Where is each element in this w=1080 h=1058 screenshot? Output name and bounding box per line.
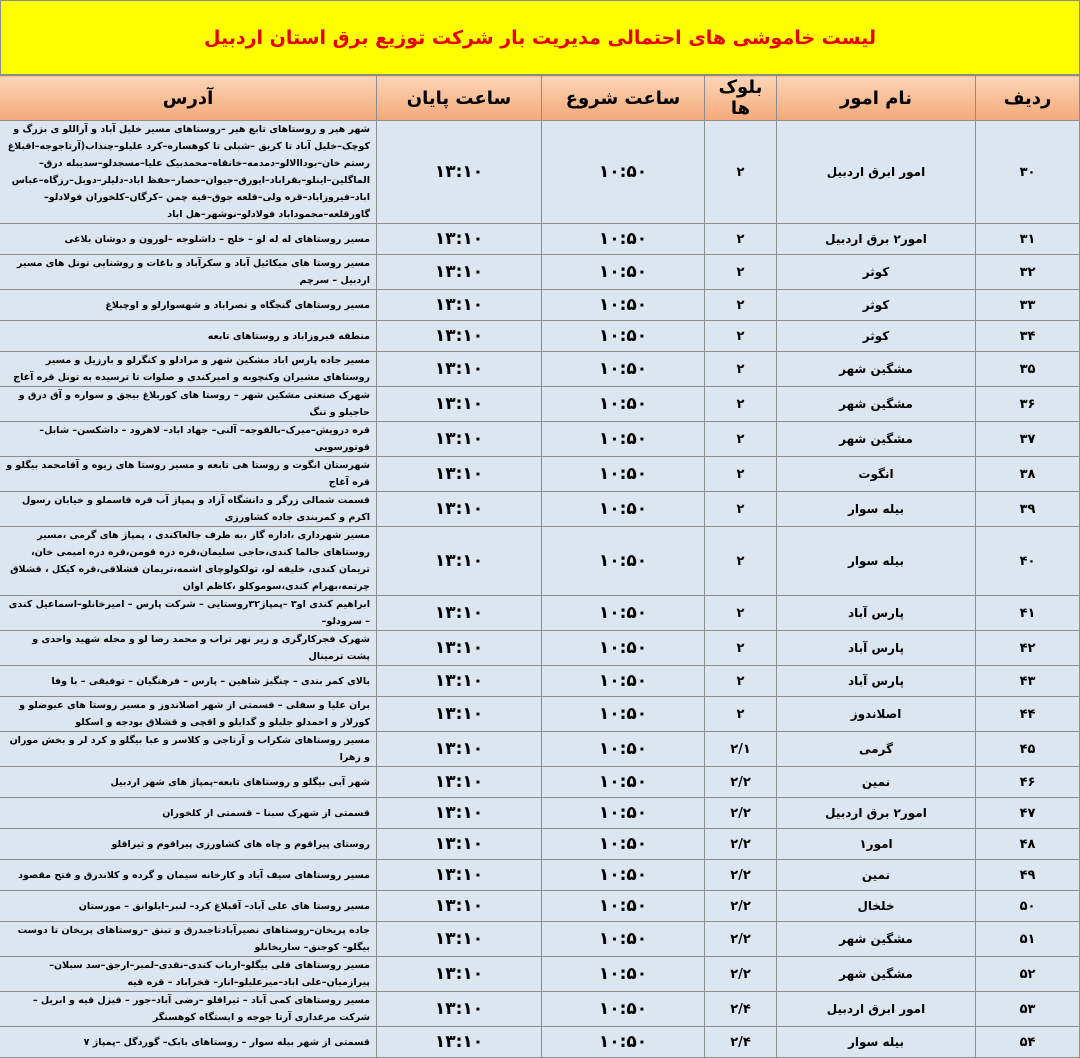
block-cell: ۲/۲: [705, 767, 777, 798]
header-end: ساعت پایان: [377, 76, 542, 121]
row-number-cell: ۴۴: [976, 697, 1080, 732]
row-number-cell: ۵۰: [976, 891, 1080, 922]
block-cell: ۲: [705, 290, 777, 321]
start-time-cell: ۱۰:۵۰: [542, 992, 705, 1027]
start-time-cell: ۱۰:۵۰: [542, 457, 705, 492]
table-row: [0, 224, 1080, 255]
name-cell: امور ابرق اردبیل: [777, 121, 976, 224]
table-row: [0, 422, 1080, 457]
address-cell: شهرک فجرکارگری و زیر نهر تراب و محمد رضا لو و محله شهید واحدی و پشت ترمینال: [0, 631, 377, 666]
end-time-cell: ۱۳:۱۰: [377, 457, 542, 492]
row-number-cell: ۴۱: [976, 596, 1080, 631]
name-cell: کوثر: [777, 255, 976, 290]
start-time-cell: ۱۰:۵۰: [542, 422, 705, 457]
name-cell: پارس آباد: [777, 631, 976, 666]
address-cell: مسیر روستاهای قلی بیگلو–ارباب کندی–نقدی–لمبر–ارجق–سد سبلان–پیرازمیان–علی اباد–میرعلیلو–انار– فخراباد – قره قیه: [0, 957, 377, 992]
end-time-cell: ۱۳:۱۰: [377, 321, 542, 352]
table-row: [0, 1027, 1080, 1058]
block-cell: ۲: [705, 631, 777, 666]
address-cell: شهرستان انگوت و روستا هی تابعه و مسیر روستا های زیوه و آقامحمد بیگلو و قره آغاج: [0, 457, 377, 492]
end-time-cell: ۱۳:۱۰: [377, 891, 542, 922]
name-cell: کوثر: [777, 321, 976, 352]
name-cell: مشگین شهر: [777, 422, 976, 457]
row-number-cell: ۵۱: [976, 922, 1080, 957]
name-cell: خلخال: [777, 891, 976, 922]
address-cell: شهرک صنعتی مشکین شهر – روستا های کوربلاغ بیجق و سواره و آق درق و حاجیلو و تنگ: [0, 387, 377, 422]
block-cell: ۲/۱: [705, 732, 777, 767]
header-name: نام امور: [777, 76, 976, 121]
row-number-cell: ۴۵: [976, 732, 1080, 767]
block-cell: ۲: [705, 224, 777, 255]
name-cell: مشگین شهر: [777, 352, 976, 387]
address-cell: مسیر شهرداری ،اداره گاز ،به طرف جالعاکندی ، پمپاژ های گرمی ،مسیر روستاهای جالما کندی،حاجی سلیمان،قره دره قومن،قره دره امیمی خان، تریمان کندی، خلیفه لو، تولکولوچای اشمه،تریمان قشلاقی،قره کیکل ، قشلاق چرتمه،بهرام کندی،سومو‌کلو ،کاظم اوان: [0, 527, 377, 596]
row-number-cell: ۳۰: [976, 121, 1080, 224]
table-row: [0, 829, 1080, 860]
row-number-cell: ۳۸: [976, 457, 1080, 492]
row-number-cell: ۵۲: [976, 957, 1080, 992]
start-time-cell: ۱۰:۵۰: [542, 387, 705, 422]
end-time-cell: ۱۳:۱۰: [377, 224, 542, 255]
end-time-cell: ۱۳:۱۰: [377, 596, 542, 631]
block-cell: ۲/۴: [705, 992, 777, 1027]
table-row: [0, 992, 1080, 1027]
table-row: [0, 596, 1080, 631]
name-cell: بیله سوار: [777, 527, 976, 596]
address-cell: مسیر روستاهای شکراب و آرتاجی و کلاسر و عبا بیگلو و کرد لر و بخش موران و زهرا: [0, 732, 377, 767]
block-cell: ۲: [705, 121, 777, 224]
start-time-cell: ۱۰:۵۰: [542, 631, 705, 666]
start-time-cell: ۱۰:۵۰: [542, 829, 705, 860]
row-number-cell: ۳۶: [976, 387, 1080, 422]
end-time-cell: ۱۳:۱۰: [377, 922, 542, 957]
block-cell: ۲: [705, 387, 777, 422]
table-row: [0, 290, 1080, 321]
row-number-cell: ۳۲: [976, 255, 1080, 290]
table-row: [0, 387, 1080, 422]
table-row: [0, 922, 1080, 957]
end-time-cell: ۱۳:۱۰: [377, 860, 542, 891]
end-time-cell: ۱۳:۱۰: [377, 732, 542, 767]
address-cell: شهر هیر و روستاهای تابع هیر –روستاهای مسیر خلیل آباد و آراللو ی بزرگ و کوچک–خلیل آباد تا کریق –شبلی تا کوهساره–کرد علیلو–چنذاب(آرتاجوجه–اقبلاغ رستم خان–بوداالالو–دمدمه–خانقاه–محمدبیک علیا–مسجدلو–سدیبله درق–الماگلین–اینلو–بقراباد–ایورق–جیوان–حصار–حفظ اباد–دلیلر–دوبل–رزگاه–عباس اباد–فیروزاباد–قره ولی–قلعه جوق–قیه چمن –کرگان–کلخوران فولادلو–گاورقلعه–محموداباد فولادلو–نوشهر–هل اباد: [0, 121, 377, 224]
block-cell: ۲/۲: [705, 957, 777, 992]
start-time-cell: ۱۰:۵۰: [542, 697, 705, 732]
row-number-cell: ۵۴: [976, 1027, 1080, 1058]
address-cell: منطقه فیروزاباد و روستاهای تابعه: [0, 321, 377, 352]
block-cell: ۲: [705, 422, 777, 457]
end-time-cell: ۱۳:۱۰: [377, 422, 542, 457]
name-cell: امور۲ برق اردبیل: [777, 798, 976, 829]
table-row: [0, 891, 1080, 922]
block-cell: ۲: [705, 697, 777, 732]
address-cell: مسیر روستاهای سیف آباد و کارخانه سیمان و گرده و کلاندرق و فتح مقصود: [0, 860, 377, 891]
start-time-cell: ۱۰:۵۰: [542, 860, 705, 891]
name-cell: امور۱: [777, 829, 976, 860]
block-cell: ۲: [705, 321, 777, 352]
name-cell: بیله سوار: [777, 492, 976, 527]
table-row: [0, 767, 1080, 798]
title-bar: [0, 0, 1080, 75]
end-time-cell: ۱۳:۱۰: [377, 798, 542, 829]
start-time-cell: ۱۰:۵۰: [542, 957, 705, 992]
table-header-row: [0, 76, 1080, 121]
name-cell: نمین: [777, 860, 976, 891]
start-time-cell: ۱۰:۵۰: [542, 290, 705, 321]
end-time-cell: ۱۳:۱۰: [377, 1027, 542, 1058]
row-number-cell: ۳۵: [976, 352, 1080, 387]
row-number-cell: ۳۹: [976, 492, 1080, 527]
address-cell: قسمتی از شهر بیله سوار – روستاهای بابک– گوردگل –پمپاژ ۷: [0, 1027, 377, 1058]
address-cell: بران علیا و سفلی – قسمتی از شهر اصلاندوز و مسیر روستا های عیوضلو و کورلار و احمدلو جلیلو و گدایلو و اقچی و قشلاق بودجه و اسکلو: [0, 697, 377, 732]
table-row: [0, 798, 1080, 829]
address-cell: مسیر روستا های علی آباد– آقبلاغ کرد– لنبر–ایلوانق – مورستان: [0, 891, 377, 922]
block-cell: ۲: [705, 457, 777, 492]
row-number-cell: ۴۸: [976, 829, 1080, 860]
address-cell: مسیر روستاهای له له لو – خلج – داشلوجه –لورون و دوشان بلاغی: [0, 224, 377, 255]
page-title: لیست خاموشی های احتمالی مدیریت بار شرکت توزیع برق استان اردبیل: [204, 26, 877, 49]
start-time-cell: ۱۰:۵۰: [542, 666, 705, 697]
row-number-cell: ۴۶: [976, 767, 1080, 798]
address-cell: مسیر روستاهای کمی آباد – ثیراقلو –رضی آباد–جور – قیزل قیه و ابریل – شرکت مرغداری آرتا جوجه و ایستگاه کوهسنگر: [0, 992, 377, 1027]
address-cell: ابراهیم کندی او۳ –پمپاژ۳۲روستایی – شرکت پارس – امیرخانلو–اسماعیل کندی – سرودلو–: [0, 596, 377, 631]
start-time-cell: ۱۰:۵۰: [542, 922, 705, 957]
end-time-cell: ۱۳:۱۰: [377, 352, 542, 387]
name-cell: مشگین شهر: [777, 957, 976, 992]
block-cell: ۲: [705, 492, 777, 527]
end-time-cell: ۱۳:۱۰: [377, 255, 542, 290]
start-time-cell: ۱۰:۵۰: [542, 224, 705, 255]
table-row: [0, 666, 1080, 697]
name-cell: مشگین شهر: [777, 922, 976, 957]
block-cell: ۲: [705, 527, 777, 596]
block-cell: ۲/۲: [705, 829, 777, 860]
address-cell: مسیر جاده پارس اباد مشکین شهر و مرادلو و کنگرلو و بارزیل و مسیر روستاهای مشیران وکنچوبه و امیرکندی و صلوات تا ترسیده به تونل قره آغاج: [0, 352, 377, 387]
table-row: [0, 860, 1080, 891]
table-row: [0, 121, 1080, 224]
outage-table: [0, 75, 1080, 1058]
name-cell: نمین: [777, 767, 976, 798]
start-time-cell: ۱۰:۵۰: [542, 767, 705, 798]
table-row: [0, 957, 1080, 992]
row-number-cell: ۳۱: [976, 224, 1080, 255]
address-cell: قسمتی از شهرک سبنا – قسمتی از کلخوران: [0, 798, 377, 829]
header-address: آدرس: [0, 76, 377, 121]
start-time-cell: ۱۰:۵۰: [542, 1027, 705, 1058]
table-row: [0, 321, 1080, 352]
block-cell: ۲/۲: [705, 891, 777, 922]
address-cell: جاده پریخان–روستاهای نصیرآبادتاجبدرق و تبنق –روستاهای پریخان تا دوست بیگلو– کوجنق– ساریخانلو: [0, 922, 377, 957]
address-cell: مسیر روستاهای گنجگاه و نصراباد و شهسوارلو و اوچبلاغ: [0, 290, 377, 321]
name-cell: پارس آباد: [777, 666, 976, 697]
block-cell: ۲: [705, 255, 777, 290]
address-cell: قره درویش–میرک–بالقوجه– آلنی– جهاد اباد– لاهرود – داشکسن– شابل– قوتورسویی: [0, 422, 377, 457]
start-time-cell: ۱۰:۵۰: [542, 492, 705, 527]
end-time-cell: ۱۳:۱۰: [377, 767, 542, 798]
address-cell: شهر آبی بیگلو و روستاهای تابعه–پمپاژ های شهر اردبیل: [0, 767, 377, 798]
name-cell: انگوت: [777, 457, 976, 492]
row-number-cell: ۴۲: [976, 631, 1080, 666]
row-number-cell: ۵۳: [976, 992, 1080, 1027]
block-cell: ۲: [705, 352, 777, 387]
end-time-cell: ۱۳:۱۰: [377, 957, 542, 992]
name-cell: اصلاندوز: [777, 697, 976, 732]
block-cell: ۲/۲: [705, 860, 777, 891]
name-cell: امور ابرق اردبیل: [777, 992, 976, 1027]
table-row: [0, 492, 1080, 527]
name-cell: گرمی: [777, 732, 976, 767]
table-row: [0, 255, 1080, 290]
table-row: [0, 631, 1080, 666]
row-number-cell: ۴۰: [976, 527, 1080, 596]
block-cell: ۲/۲: [705, 798, 777, 829]
address-cell: قسمت شمالی زرگر و دانشگاه آزاد و پمپاژ آب قره قاسملو و خیابان رسول اکرم و کمربندی جاده کشاورزی: [0, 492, 377, 527]
header-blocks: بلوک ها: [705, 76, 777, 121]
end-time-cell: ۱۳:۱۰: [377, 121, 542, 224]
table-row: [0, 457, 1080, 492]
start-time-cell: ۱۰:۵۰: [542, 732, 705, 767]
table-body: [0, 121, 1080, 1058]
row-number-cell: ۴۷: [976, 798, 1080, 829]
end-time-cell: ۱۳:۱۰: [377, 290, 542, 321]
start-time-cell: ۱۰:۵۰: [542, 527, 705, 596]
block-cell: ۲: [705, 596, 777, 631]
start-time-cell: ۱۰:۵۰: [542, 798, 705, 829]
row-number-cell: ۴۹: [976, 860, 1080, 891]
name-cell: امور۲ برق اردبیل: [777, 224, 976, 255]
end-time-cell: ۱۳:۱۰: [377, 492, 542, 527]
address-cell: مسیر روستا های میکائیل آباد و سکرآباد و باغات و روشنایی تونل های مسیر اردبیل – سرچم: [0, 255, 377, 290]
table-row: [0, 697, 1080, 732]
start-time-cell: ۱۰:۵۰: [542, 352, 705, 387]
row-number-cell: ۳۴: [976, 321, 1080, 352]
end-time-cell: ۱۳:۱۰: [377, 666, 542, 697]
block-cell: ۲/۲: [705, 922, 777, 957]
name-cell: بیله سوار: [777, 1027, 976, 1058]
start-time-cell: ۱۰:۵۰: [542, 255, 705, 290]
address-cell: روستای پیراقوم و چاه های کشاورزی پیراقوم و ثیراقلو: [0, 829, 377, 860]
end-time-cell: ۱۳:۱۰: [377, 697, 542, 732]
start-time-cell: ۱۰:۵۰: [542, 121, 705, 224]
table-row: [0, 732, 1080, 767]
row-number-cell: ۳۷: [976, 422, 1080, 457]
name-cell: کوثر: [777, 290, 976, 321]
block-cell: ۲: [705, 666, 777, 697]
start-time-cell: ۱۰:۵۰: [542, 891, 705, 922]
header-row-number: ردیف: [976, 76, 1080, 121]
end-time-cell: ۱۳:۱۰: [377, 631, 542, 666]
end-time-cell: ۱۳:۱۰: [377, 992, 542, 1027]
row-number-cell: ۳۳: [976, 290, 1080, 321]
row-number-cell: ۴۳: [976, 666, 1080, 697]
header-start: ساعت شروع: [542, 76, 705, 121]
block-cell: ۲/۴: [705, 1027, 777, 1058]
start-time-cell: ۱۰:۵۰: [542, 321, 705, 352]
name-cell: پارس آباد: [777, 596, 976, 631]
start-time-cell: ۱۰:۵۰: [542, 596, 705, 631]
table-row: [0, 352, 1080, 387]
end-time-cell: ۱۳:۱۰: [377, 527, 542, 596]
name-cell: مشگین شهر: [777, 387, 976, 422]
end-time-cell: ۱۳:۱۰: [377, 829, 542, 860]
address-cell: بالای کمر بندی – چنگیز شاهین – پارس – فرهنگیان – توفیقی – با وفا: [0, 666, 377, 697]
end-time-cell: ۱۳:۱۰: [377, 387, 542, 422]
table-row: [0, 527, 1080, 596]
